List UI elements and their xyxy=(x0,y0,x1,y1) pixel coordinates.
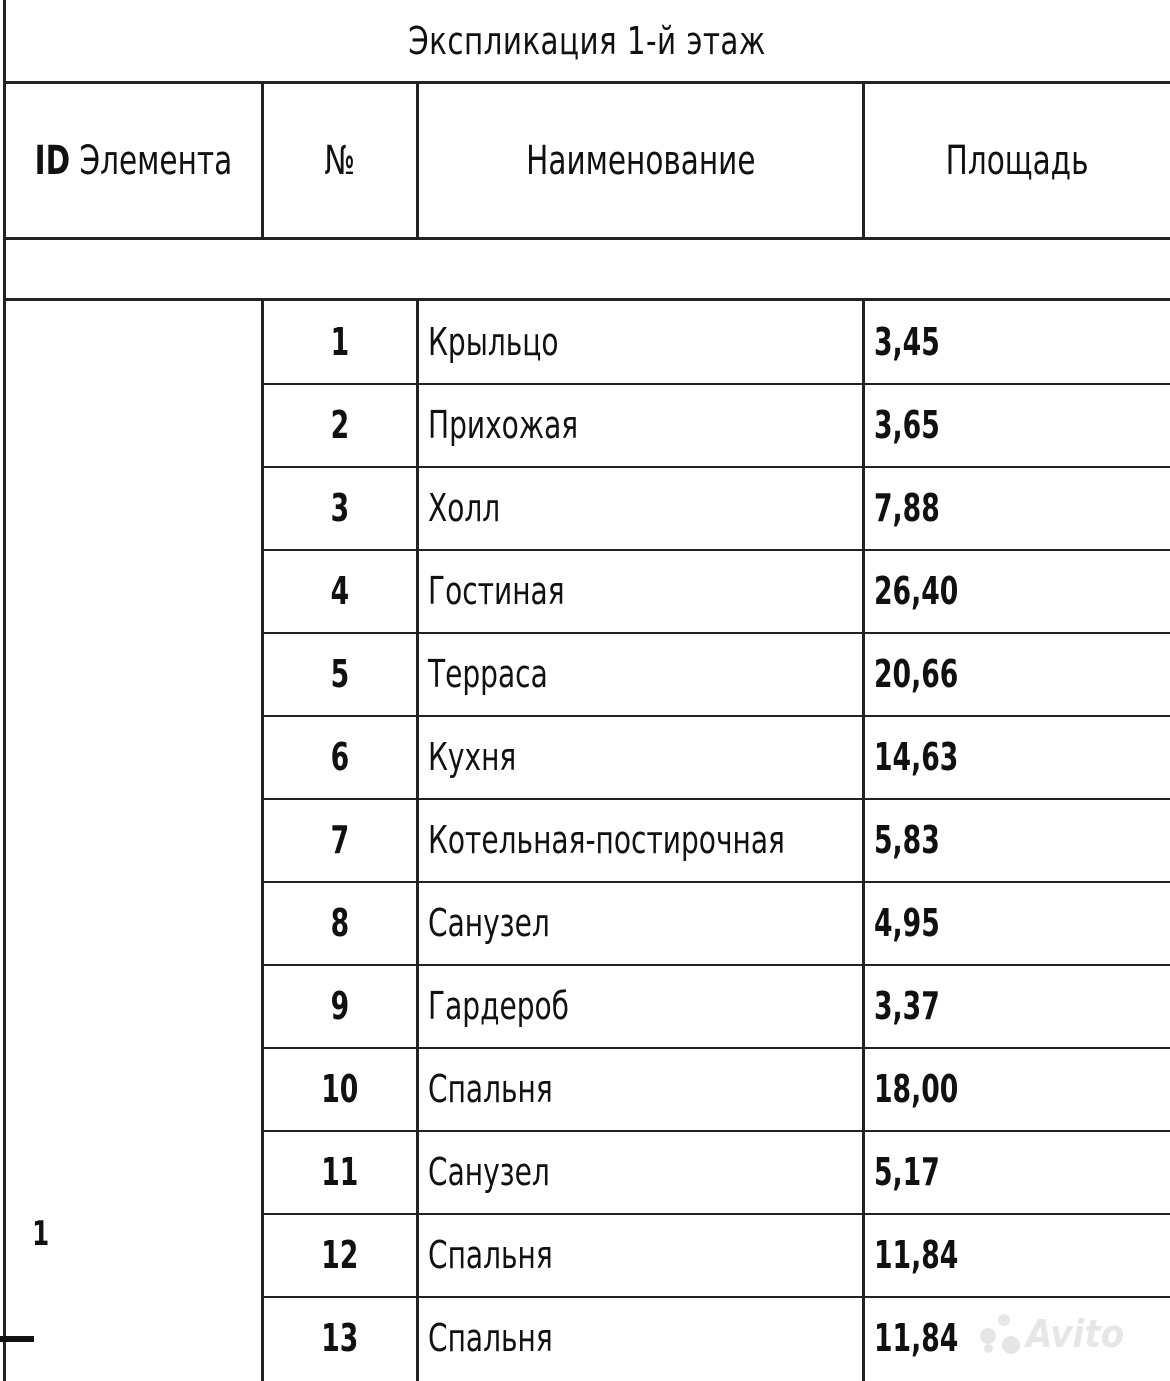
room-area: 4,95 xyxy=(874,901,940,945)
header-name xyxy=(419,84,862,238)
room-number: 5 xyxy=(330,652,350,696)
watermark-text: Avito xyxy=(1026,1312,1125,1356)
room-number: 11 xyxy=(321,1150,359,1194)
header-id-prefix: ID xyxy=(34,138,71,184)
room-name: Гостиная xyxy=(428,569,565,613)
room-number: 3 xyxy=(330,486,350,530)
room-area: 3,37 xyxy=(874,984,940,1028)
room-area: 14,63 xyxy=(874,735,959,779)
table-title: Экспликация 1-й этаж xyxy=(408,19,766,63)
room-area: 26,40 xyxy=(874,569,959,613)
avito-watermark xyxy=(980,1312,1124,1356)
element-id-value: 1 xyxy=(32,1214,50,1254)
room-name: Санузел xyxy=(428,1150,550,1194)
room-number: 9 xyxy=(330,984,350,1028)
room-name: Холл xyxy=(428,486,501,530)
room-name: Крыльцо xyxy=(428,320,559,364)
room-number: 1 xyxy=(330,320,350,364)
room-number: 10 xyxy=(321,1067,359,1111)
header-number-label: № xyxy=(324,138,356,184)
room-name: Спальня xyxy=(428,1316,553,1360)
column-divider-number-body xyxy=(416,299,419,1381)
room-area: 3,45 xyxy=(874,320,940,364)
room-number: 8 xyxy=(330,901,350,945)
header-area xyxy=(865,84,1170,238)
header-name-label: Наименование xyxy=(525,138,756,184)
room-area: 7,88 xyxy=(874,486,940,530)
header-element-id xyxy=(6,84,261,238)
room-name: Котельная-постирочная xyxy=(428,818,785,862)
header-number xyxy=(264,84,416,238)
room-number: 2 xyxy=(330,403,350,447)
room-area: 5,83 xyxy=(874,818,940,862)
room-number: 13 xyxy=(321,1316,359,1360)
room-name: Терраса xyxy=(428,652,548,696)
header-area-label: Площадь xyxy=(946,138,1089,184)
room-area: 20,66 xyxy=(874,652,959,696)
room-name: Спальня xyxy=(428,1233,553,1277)
room-area: 3,65 xyxy=(874,403,940,447)
room-area: 11,84 xyxy=(874,1233,959,1277)
room-name: Кухня xyxy=(428,735,517,779)
room-area: 18,00 xyxy=(874,1067,959,1111)
room-number: 6 xyxy=(330,735,350,779)
room-number: 12 xyxy=(321,1233,359,1277)
column-divider-name-body xyxy=(862,299,865,1381)
avito-logo-icon xyxy=(980,1314,1020,1354)
room-area: 5,17 xyxy=(874,1150,940,1194)
room-name: Санузел xyxy=(428,901,550,945)
room-name: Прихожая xyxy=(428,403,579,447)
room-name: Гардероб xyxy=(428,984,569,1028)
room-number: 4 xyxy=(330,569,350,613)
room-name: Спальня xyxy=(428,1067,553,1111)
room-area: 11,84 xyxy=(874,1316,959,1360)
room-number: 7 xyxy=(330,818,350,862)
header-id-label: Элемента xyxy=(79,138,233,184)
edge-mark xyxy=(0,1336,34,1342)
